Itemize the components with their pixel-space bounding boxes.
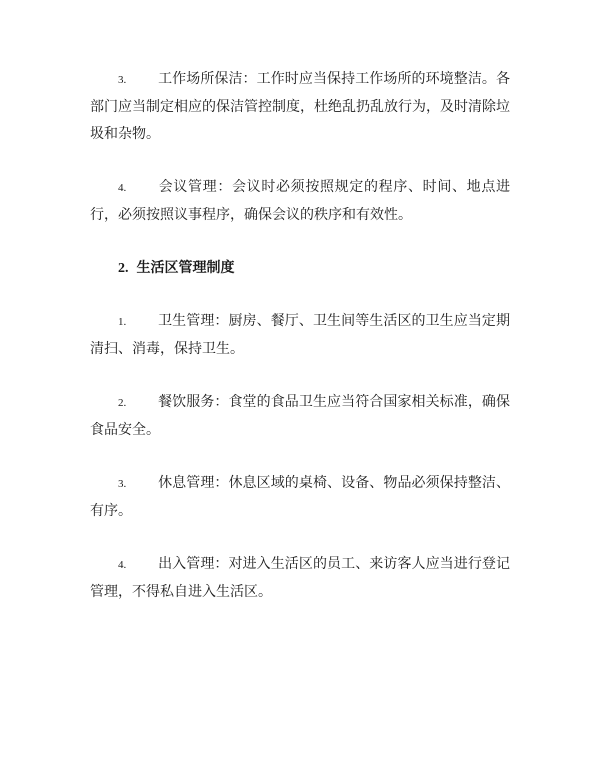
list-item xyxy=(90,551,510,606)
item-text: 会议管理：会议时必须按照规定的程序、时间、地点进行，必须按照议事程序，确保会议的秩序和有效性。 xyxy=(90,179,510,223)
item-number: 3. xyxy=(118,74,127,86)
document-content xyxy=(90,66,510,632)
item-text: 休息管理：休息区域的桌椅、设备、物品必须保持整洁、有序。 xyxy=(90,475,510,519)
section-title: 生活区管理制度 xyxy=(136,260,235,276)
item-text: 卫生管理：厨房、餐厅、卫生间等生活区的卫生应当定期清扫、消毒，保持卫生。 xyxy=(90,313,510,357)
item-number: 4. xyxy=(118,182,127,194)
section-number: 2. xyxy=(118,261,129,276)
item-text: 出入管理：对进入生活区的员工、来访客人应当进行登记管理，不得私自进入生活区。 xyxy=(90,556,510,600)
item-text: 工作场所保洁：工作时应当保持工作场所的环境整洁。各部门应当制定相应的保洁管控制度，杜绝乱扔乱放行为，及时清除垃圾和杂物。 xyxy=(90,71,510,142)
list-item xyxy=(90,389,510,444)
section-heading xyxy=(90,255,510,282)
item-number: 4. xyxy=(118,559,127,571)
item-number: 1. xyxy=(118,316,127,328)
list-item xyxy=(90,66,510,148)
list-item xyxy=(90,470,510,525)
list-item xyxy=(90,308,510,363)
list-item xyxy=(90,174,510,229)
item-number: 2. xyxy=(118,397,127,409)
item-text: 餐饮服务：食堂的食品卫生应当符合国家相关标准，确保食品安全。 xyxy=(90,394,510,438)
item-number: 3. xyxy=(118,478,127,490)
